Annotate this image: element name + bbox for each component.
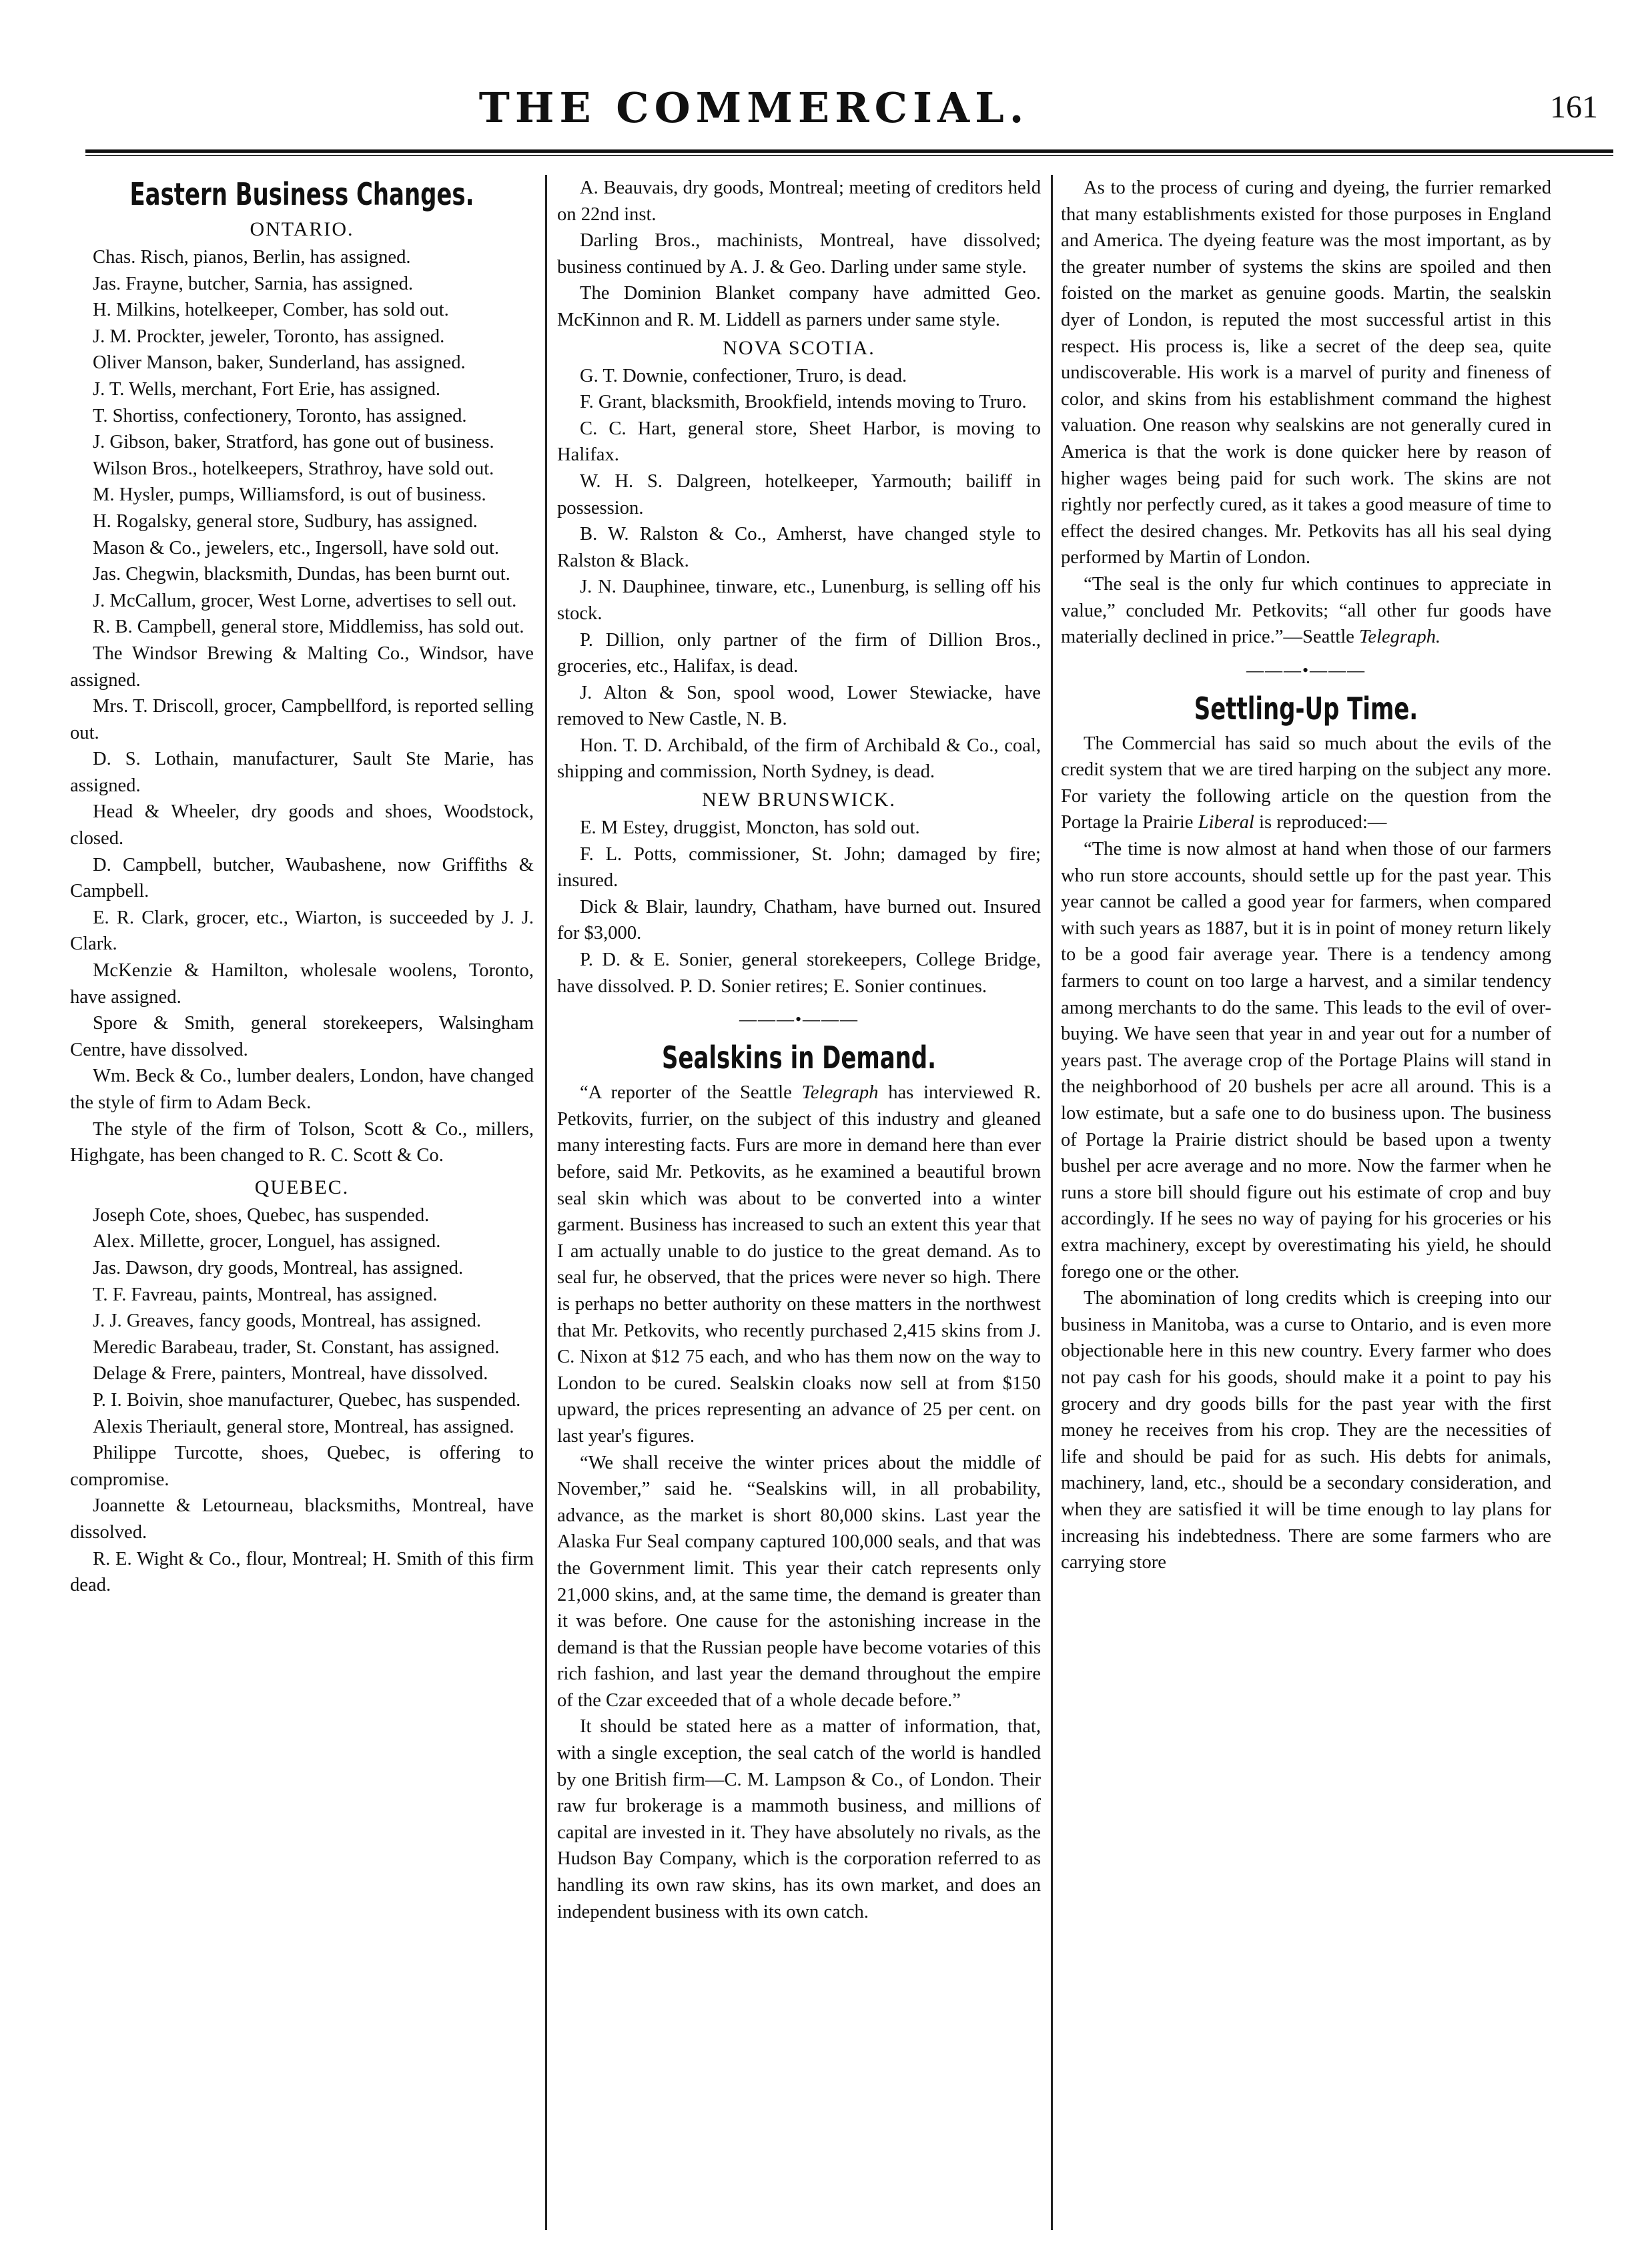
- notice-item: Spore & Smith, general storekeepers, Walsingham Centre, have dissolved.: [70, 1013, 534, 1060]
- notice-item: Mason & Co., jewelers, etc., Ingersoll, have sold out.: [93, 537, 500, 558]
- section-ornament: ———•———: [1246, 660, 1366, 680]
- settling-paragraph-1: “The time is now almost at hand when those of our farmers who run store accounts, should settle up for the past year. This year cannot be called a good year for farmers, when compared with such years as 1887, but it is in point of money return likely to be a good fair average year. There is a tendency among farmers to count on too large a harvest, and a similar tendency among merchants to do the same. This leads to the evil of over-buying. We have seen that year in and year out for a number of years past. The average crop of the Portage Plains will stand in the neighborhood of 20 bushels per acre all around. This is a low estimate, but a safe one to do business upon. The business of Portage la Prairie district should be based upon a twenty bushel per acre average and no more. Now the farmer when he runs a store bill should figure out his estimate of crop and buy accordingly. If he sees no way of paying for his groceries or his extra machinery, except by overestimating his yield, he should forego one or the other.: [1061, 839, 1551, 1282]
- notice-item: P. D. & E. Sonier, general storekeepers, College Bridge, have dissolved. P. D. Sonier retires; E. Sonier continues.: [557, 950, 1041, 997]
- notice-item: Mrs. T. Driscoll, grocer, Campbellford, is reported selling out.: [70, 696, 534, 743]
- notice-item: Darling Bros., machinists, Montreal, have dissolved; business continued by A. J. & Geo. Darling under same style.: [557, 230, 1041, 278]
- notice-item: Alex. Millette, grocer, Longuel, has assigned.: [93, 1231, 441, 1252]
- notice-item: Chas. Risch, pianos, Berlin, has assigned.: [93, 247, 411, 268]
- nova-scotia-notices: [557, 363, 1041, 786]
- notice-item: J. M. Prockter, jeweler, Toronto, has assigned.: [93, 326, 445, 347]
- notice-item: Jas. Chegwin, blacksmith, Dundas, has been burnt out.: [93, 564, 510, 585]
- notice-item: Dick & Blair, laundry, Chatham, have burned out. Insured for $3,000.: [557, 896, 1041, 944]
- notice-item: The Windsor Brewing & Malting Co., Windsor, have assigned.: [70, 643, 534, 691]
- settling-intro: The Commercial has said so much about the evils of the credit system that we are tired harping on the subject any more. For variety the following article on the question from the Portage la Prairie Liberal is reproduced:—: [1061, 733, 1551, 833]
- notice-item: R. E. Wight & Co., flour, Montreal; H. Smith of this firm dead.: [70, 1548, 534, 1596]
- newspaper-name: Telegraph: [801, 1082, 879, 1104]
- notice-item: Philippe Turcotte, shoes, Quebec, is offering to compromise.: [70, 1443, 534, 1490]
- notice-item: J. Gibson, baker, Stratford, has gone out of business.: [93, 432, 494, 453]
- notice-item: The style of the firm of Tolson, Scott & Co., millers, Highgate, has been changed to R. C. Scott & Co.: [70, 1118, 534, 1166]
- eastern-business-changes-headline: Eastern Business Changes.: [129, 176, 474, 212]
- notice-item: Meredic Barabeau, trader, St. Constant, has assigned.: [93, 1337, 500, 1358]
- notice-item: Wilson Bros., hotelkeepers, Strathroy, have sold out.: [93, 458, 494, 479]
- notice-item: R. B. Campbell, general store, Middlemiss, has sold out.: [93, 617, 524, 638]
- notice-item: C. C. Hart, general store, Sheet Harbor, is moving to Halifax.: [557, 418, 1041, 466]
- settling-up-time-headline: Settling-Up Time.: [1194, 690, 1418, 727]
- masthead-rule-thin: [85, 155, 1613, 156]
- quebec-notices-continued: [557, 175, 1041, 334]
- notice-item: Oliver Manson, baker, Sunderland, has assigned.: [93, 352, 466, 374]
- notice-item: D. S. Lothain, manufacturer, Sault Ste Marie, has assigned.: [70, 749, 534, 796]
- column-3: [1061, 175, 1551, 2230]
- quebec-notices: [70, 1202, 534, 1599]
- notice-item: F. Grant, blacksmith, Brookfield, intends moving to Truro.: [580, 392, 1027, 413]
- masthead-rule: [85, 149, 1613, 153]
- column-2: [557, 175, 1041, 2230]
- ontario-heading: ONTARIO.: [250, 218, 354, 240]
- notice-item: T. F. Favreau, paints, Montreal, has assigned.: [93, 1284, 438, 1305]
- notice-item: D. Campbell, butcher, Waubashene, now Griffiths & Campbell.: [70, 854, 534, 902]
- newspaper-name: Liberal: [1198, 812, 1254, 833]
- notice-item: A. Beauvais, dry goods, Montreal; meeting of creditors held on 22nd inst.: [557, 177, 1041, 225]
- column-divider-2: [1051, 175, 1053, 2230]
- ontario-notices: [70, 244, 534, 1169]
- new-brunswick-notices: [557, 815, 1041, 1000]
- notice-item: McKenzie & Hamilton, wholesale woolens, Toronto, have assigned.: [70, 960, 534, 1008]
- notice-item: Wm. Beck & Co., lumber dealers, London, have changed the style of firm to Adam Beck.: [70, 1066, 534, 1113]
- notice-item: Delage & Frere, painters, Montreal, have dissolved.: [93, 1363, 488, 1385]
- notice-item: F. L. Potts, commissioner, St. John; damaged by fire; insured.: [557, 843, 1041, 891]
- notice-item: J. N. Dauphinee, tinware, etc., Lunenburg, is selling off his stock.: [557, 577, 1041, 624]
- notice-item: Hon. T. D. Archibald, of the firm of Archibald & Co., coal, shipping and commission, North Sydney, is dead.: [557, 735, 1041, 783]
- settling-paragraph-2: The abomination of long credits which is creeping into our business in Manitoba, was a curse to Ontario, and is even more objectionable here in this new country. Every farmer who does not pay cash for his goods, should make it a point to pay his grocery and dry goods bills for the past year with the first money he receives from his crop. They are the necessities of life and should be paid for as such. His debts for animals, machinery, land, etc., should be a secondary consideration, and when they are satisfied it will be time enough to lay plans for increasing his indebtedness. There are some farmers who are carrying store: [1061, 1288, 1551, 1573]
- sealskins-headline: Sealskins in Demand.: [662, 1040, 936, 1076]
- column-1: [70, 175, 534, 2230]
- sealskins-paragraph-4: As to the process of curing and dyeing, the furrier remarked that many establishments existed for those purposes in England and America. The dyeing feature was the most important, as by the greater number of systems the skins are spoiled and then foisted on the market as genuine goods. Martin, the sealskin dyer of London, is reputed the most successful artist in this respect. His process is, like a secret of the deep sea, quite undiscoverable. His work is a marvel of purity and fineness of color, and skins from his establishment command the highest valuation. One reason why sealskins are not generally cured in America is that the work is done quicker here by reason of higher wages being paid for such work. The skins are not rightly nor perfectly cured, as it takes a good measure of time to effect the desired changes. Mr. Petkovits has all his seal dying performed by Martin of London.: [1061, 177, 1551, 569]
- notice-item: P. I. Boivin, shoe manufacturer, Quebec, has suspended.: [93, 1389, 521, 1411]
- notice-item: H. Rogalsky, general store, Sudbury, has assigned.: [93, 510, 478, 532]
- notice-item: H. Milkins, hotelkeeper, Comber, has sold out.: [93, 300, 449, 321]
- sealskins-paragraph-1: “A reporter of the Seattle Telegraph has interviewed R. Petkovits, furrier, on the subject of this industry and gleaned many interesting facts. Furs are more in demand here than ever before, said Mr. Petkovits, as he examined a beautiful brown seal skin which was about to be converted into a winter garment. Business has increased to such an extent this year that I am actually unable to do justice to the great demand. As to seal fur, he observed, that the prices were never so high. There is perhaps no better authority on these matters in the northwest that Mr. Petkovits, who recently purchased 2,415 skins from J. C. Nixon at $12 75 each, and who has them now on the way to London to be cured. Sealskin cloaks now sell at from $150 upward, the prices representing an advance of 25 per cent. on last year's figures.: [557, 1082, 1041, 1447]
- notice-item: M. Hysler, pumps, Williamsford, is out of business.: [93, 484, 486, 506]
- page-number: 161: [1550, 89, 1598, 125]
- notice-item: J. J. Greaves, fancy goods, Montreal, has assigned.: [93, 1310, 482, 1332]
- nova-scotia-heading: NOVA SCOTIA.: [723, 336, 875, 359]
- notice-item: J. T. Wells, merchant, Fort Erie, has assigned.: [93, 378, 441, 400]
- section-ornament: ———•———: [739, 1010, 859, 1030]
- sealskins-paragraph-5: “The seal is the only fur which continues to appreciate in value,” concluded Mr. Petkovits; “all other fur goods have materially declined in price.”—Seattle Telegraph.: [1061, 573, 1551, 648]
- notice-item: J. Alton & Son, spool wood, Lower Stewiacke, have removed to New Castle, N. B.: [557, 682, 1041, 730]
- sealskins-paragraph-3: It should be stated here as a matter of information, that, with a single exception, the seal catch of the world is handled by one British firm—C. M. Lampson & Co., of London. Their raw fur brokerage is a mammoth business, and millions of capital are invested in it. They have absolutely no rivals, as the Hudson Bay Company, which is the corporation referred to as handling its own raw skins, has its own market, and does an independent business with its own catch.: [557, 1716, 1041, 1922]
- notice-item: T. Shortiss, confectionery, Toronto, has assigned.: [93, 405, 467, 426]
- masthead-title: THE COMMERCIAL.: [478, 83, 1030, 132]
- notice-item: Alexis Theriault, general store, Montreal, has assigned.: [93, 1416, 514, 1437]
- column-divider-1: [545, 175, 547, 2230]
- notice-item: Joseph Cote, shoes, Quebec, has suspended.: [93, 1204, 430, 1226]
- notice-item: Jas. Frayne, butcher, Sarnia, has assigned.: [93, 273, 414, 294]
- notice-item: E. M Estey, druggist, Moncton, has sold out.: [580, 817, 920, 839]
- notice-item: Jas. Dawson, dry goods, Montreal, has assigned.: [93, 1257, 464, 1278]
- notice-item: B. W. Ralston & Co., Amherst, have changed style to Ralston & Black.: [557, 524, 1041, 571]
- new-brunswick-heading: NEW BRUNSWICK.: [702, 789, 896, 811]
- newspaper-name: Telegraph.: [1359, 627, 1441, 648]
- notice-item: G. T. Downie, confectioner, Truro, is dead.: [580, 365, 907, 386]
- notice-item: The Dominion Blanket company have admitted Geo. McKinnon and R. M. Liddell as parners under same style.: [557, 283, 1041, 330]
- notice-item: Joannette & Letourneau, blacksmiths, Montreal, have dissolved.: [70, 1495, 534, 1543]
- notice-item: P. Dillion, only partner of the firm of Dillion Bros., groceries, etc., Halifax, is dead.: [557, 629, 1041, 677]
- notice-item: J. McCallum, grocer, West Lorne, advertises to sell out.: [93, 590, 517, 611]
- notice-item: W. H. S. Dalgreen, hotelkeeper, Yarmouth; bailiff in possession.: [557, 470, 1041, 518]
- quebec-heading: QUEBEC.: [254, 1176, 350, 1198]
- sealskins-paragraph-2: “We shall receive the winter prices about the middle of November,” said he. “Sealskins will, in all probability, advance, as the market is short 80,000 skins. Last year the Alaska Fur Seal company captured 100,000 seals, and that was the Government limit. This year their catch represents only 21,000 skins, and, at the same time, the demand is greater than it was before. One cause for the astonishing increase in the demand is that the Russian people have become votaries of this rich fashion, and last year the demand throughout the empire of the Czar exceeded that of a whole decade before.”: [557, 1452, 1041, 1711]
- notice-item: Head & Wheeler, dry goods and shoes, Woodstock, closed.: [70, 801, 534, 849]
- notice-item: E. R. Clark, grocer, etc., Wiarton, is succeeded by J. J. Clark.: [70, 907, 534, 955]
